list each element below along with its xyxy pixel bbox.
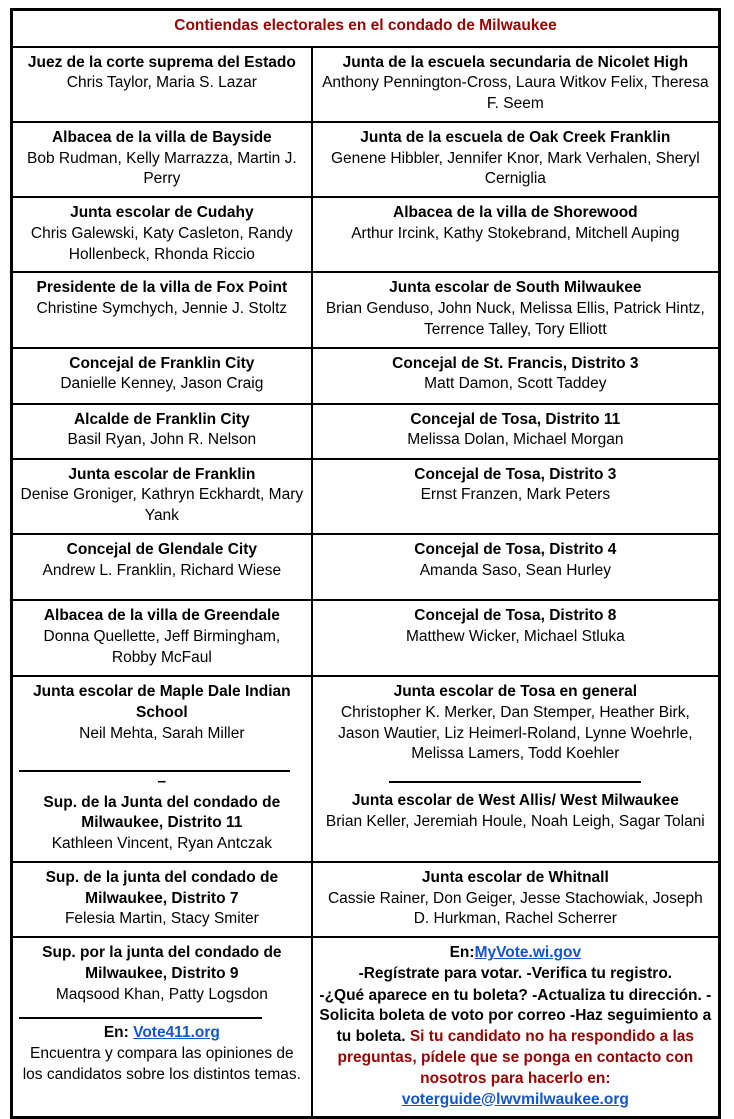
contest-title: Concejal de Franklin City: [69, 354, 255, 372]
contest-cell: [312, 348, 720, 404]
contest-cell: [12, 404, 312, 459]
contest-candidates: Brian Genduso, John Nuck, Melissa Ellis, Patrick Hintz, Terrence Talley, Tory Elliott: [325, 300, 705, 338]
contest-candidates: Melissa Dolan, Michael Morgan: [407, 431, 624, 449]
myvote-line: [319, 943, 712, 964]
contest-candidates: Denise Groniger, Kathryn Eckhardt, Mary Yank: [20, 486, 304, 525]
contest-title: Junta escolar de Tosa en general: [393, 682, 638, 700]
contest-candidates: Genene Hibbler, Jennifer Knor, Mark Verhalen, Sheryl Cerniglia: [330, 149, 700, 188]
contest-title: Sup. de la Junta del condado de Milwaukee, Distrito 11: [43, 793, 281, 832]
contest-cell: [12, 676, 312, 862]
contest-cell: [12, 272, 312, 347]
contest-candidates: Danielle Kenney, Jason Craig: [60, 375, 264, 393]
contest-cell: [12, 534, 312, 600]
en-label: En:: [103, 1024, 134, 1042]
contest-cell-vote411: [12, 937, 312, 1118]
email-link[interactable]: voterguide@lwvmilwaukee.org: [401, 1090, 629, 1108]
table-row-double-contest: [12, 676, 720, 862]
en-label: En:: [449, 944, 475, 962]
contest-cell: [312, 272, 720, 347]
contest-cell: [12, 197, 312, 272]
contest-candidates: Maqsood Khan, Patty Logsdon: [55, 985, 268, 1003]
contest-cell: [12, 459, 312, 534]
contest-candidates: Andrew L. Franklin, Richard Wiese: [42, 561, 282, 579]
contest-title: Concejal de Tosa, Distrito 8: [414, 606, 617, 624]
contest-title: Junta escolar de South Milwaukee: [389, 279, 642, 297]
contest-title: Concejal de Tosa, Distrito 3: [414, 465, 617, 483]
page-title: Contiendas electorales en el condado de Milwaukee: [12, 10, 720, 47]
contest-candidates: Donna Quellette, Jeff Birmingham, Robby McFaul: [43, 627, 281, 666]
table-row: [12, 197, 720, 272]
contest-cell: [312, 534, 720, 600]
contest-candidates: Cassie Rainer, Don Geiger, Jesse Stachowiak, Joseph D. Hurkman, Rachel Scherrer: [327, 889, 703, 928]
voting-info-paragraph: [319, 986, 712, 1111]
contest-cell: [312, 676, 720, 862]
title-row: [12, 10, 720, 47]
contest-cell: [312, 404, 720, 459]
contest-candidates: Christopher K. Merker, Dan Stemper, Heather Birk, Jason Wautier, Liz Heimerl-Roland, Lynne Woehrle, Melissa Lamers, Todd Koehler: [338, 703, 693, 763]
separator-line: [389, 781, 641, 783]
contest-cell: [12, 122, 312, 197]
contest-cell: [312, 862, 720, 937]
contest-title: Sup. por la junta del condado de Milwaukee, Distrito 9: [42, 944, 282, 982]
contest-cell-myvote-info: [312, 937, 720, 1118]
contest-title: Albacea de la villa de Bayside: [51, 128, 272, 146]
dash-mark: –: [157, 773, 167, 791]
contest-title: Junta escolar de Maple Dale Indian School: [33, 682, 291, 721]
table-row: [12, 47, 720, 122]
election-contests-table: [10, 8, 721, 1119]
contest-title: Albacea de la villa de Greendale: [43, 606, 280, 624]
contest-title: Juez de la corte suprema del Estado: [27, 53, 296, 71]
voting-info-black: -¿Qué aparece en tu boleta? -Actualiza tu dirección. -Solicita boleta de voto por correo -Haz seguimiento a tu boleta.: [319, 986, 712, 1046]
contest-title: Concejal de Tosa, Distrito 11: [410, 410, 621, 428]
contest-cell: [12, 862, 312, 937]
contest-cell: [312, 47, 720, 122]
contest-title: Concejal de Glendale City: [66, 540, 258, 558]
contest-candidates: Amanda Saso, Sean Hurley: [419, 561, 611, 579]
table-row-footer: [12, 937, 720, 1118]
contest-title: Concejal de Tosa, Distrito 4: [414, 540, 617, 558]
contest-cell: [312, 459, 720, 534]
contest-cell: [12, 47, 312, 122]
contest-candidates: Basil Ryan, John R. Nelson: [67, 431, 257, 449]
contest-title: Alcalde de Franklin City: [73, 410, 250, 428]
contest-cell: [312, 122, 720, 197]
voting-info-line1: -Regístrate para votar. -Verifica tu registro.: [358, 964, 673, 982]
contest-candidates: Matt Damon, Scott Taddey: [424, 375, 607, 393]
contest-title: Presidente de la villa de Fox Point: [36, 279, 288, 297]
contest-title: Sup. de la junta del condado de Milwaukee, Distrito 7: [45, 868, 279, 907]
vote411-line: [19, 1023, 305, 1044]
table-row: [12, 272, 720, 347]
contest-candidates: Felesia Martin, Stacy Smiter: [64, 910, 259, 928]
table-row: [12, 348, 720, 404]
separator-line: [19, 1017, 262, 1019]
contest-candidates: Chris Galewski, Katy Casleton, Randy Hollenbeck, Rhonda Riccio: [30, 224, 293, 263]
vote411-link[interactable]: Vote411.org: [133, 1024, 220, 1042]
contest-title: Albacea de la villa de Shorewood: [393, 204, 638, 222]
myvote-link[interactable]: MyVote.wi.gov: [474, 944, 582, 962]
contest-title: Concejal de St. Francis, Distrito 3: [392, 354, 639, 372]
contest-title: Junta escolar de Franklin: [68, 465, 256, 483]
contest-title: Junta escolar de West Allis/ West Milwaukee: [351, 792, 679, 810]
contest-title: Junta de la escuela de Oak Creek Franklin: [360, 128, 671, 146]
contest-title: Junta de la escuela secundaria de Nicolet High: [342, 53, 689, 71]
contest-title: Junta escolar de Whitnall: [421, 868, 609, 886]
voting-info-red: Si tu candidato no ha respondido a las preguntas, pídele que se ponga en contacto con nosotros para hacerlo en:: [337, 1028, 695, 1087]
contest-candidates: Matthew Wicker, Michael Stluka: [405, 627, 625, 645]
table-row: [12, 534, 720, 600]
contest-title: Junta escolar de Cudahy: [70, 204, 254, 222]
contest-cell: [312, 197, 720, 272]
contest-cell: [12, 348, 312, 404]
contest-candidates: Neil Mehta, Sarah Miller: [79, 724, 245, 742]
table-row: [12, 122, 720, 197]
contest-candidates: Chris Taylor, Maria S. Lazar: [66, 74, 257, 92]
table-row: [12, 459, 720, 534]
vote411-description: Encuentra y compara las opiniones de los candidatos sobre los distintos temas.: [22, 1045, 301, 1083]
contest-candidates: Brian Keller, Jeremiah Houle, Noah Leigh, Sagar Tolani: [325, 812, 705, 830]
contest-candidates: Kathleen Vincent, Ryan Antczak: [51, 835, 272, 853]
table-row: [12, 862, 720, 937]
contest-candidates: Bob Rudman, Kelly Marrazza, Martin J. Perry: [27, 149, 297, 188]
contest-cell: [312, 600, 720, 676]
contest-cell: [12, 600, 312, 676]
contest-candidates: Ernst Franzen, Mark Peters: [420, 486, 611, 504]
contest-candidates: Arthur Ircink, Kathy Stokebrand, Mitchell Auping: [351, 224, 680, 242]
separator-line: [19, 770, 290, 772]
table-row: [12, 600, 720, 676]
table-row: [12, 404, 720, 459]
contest-candidates: Anthony Pennington-Cross, Laura Witkov Felix, Theresa F. Seem: [322, 74, 709, 113]
contest-candidates: Christine Symchych, Jennie J. Stoltz: [36, 300, 288, 318]
